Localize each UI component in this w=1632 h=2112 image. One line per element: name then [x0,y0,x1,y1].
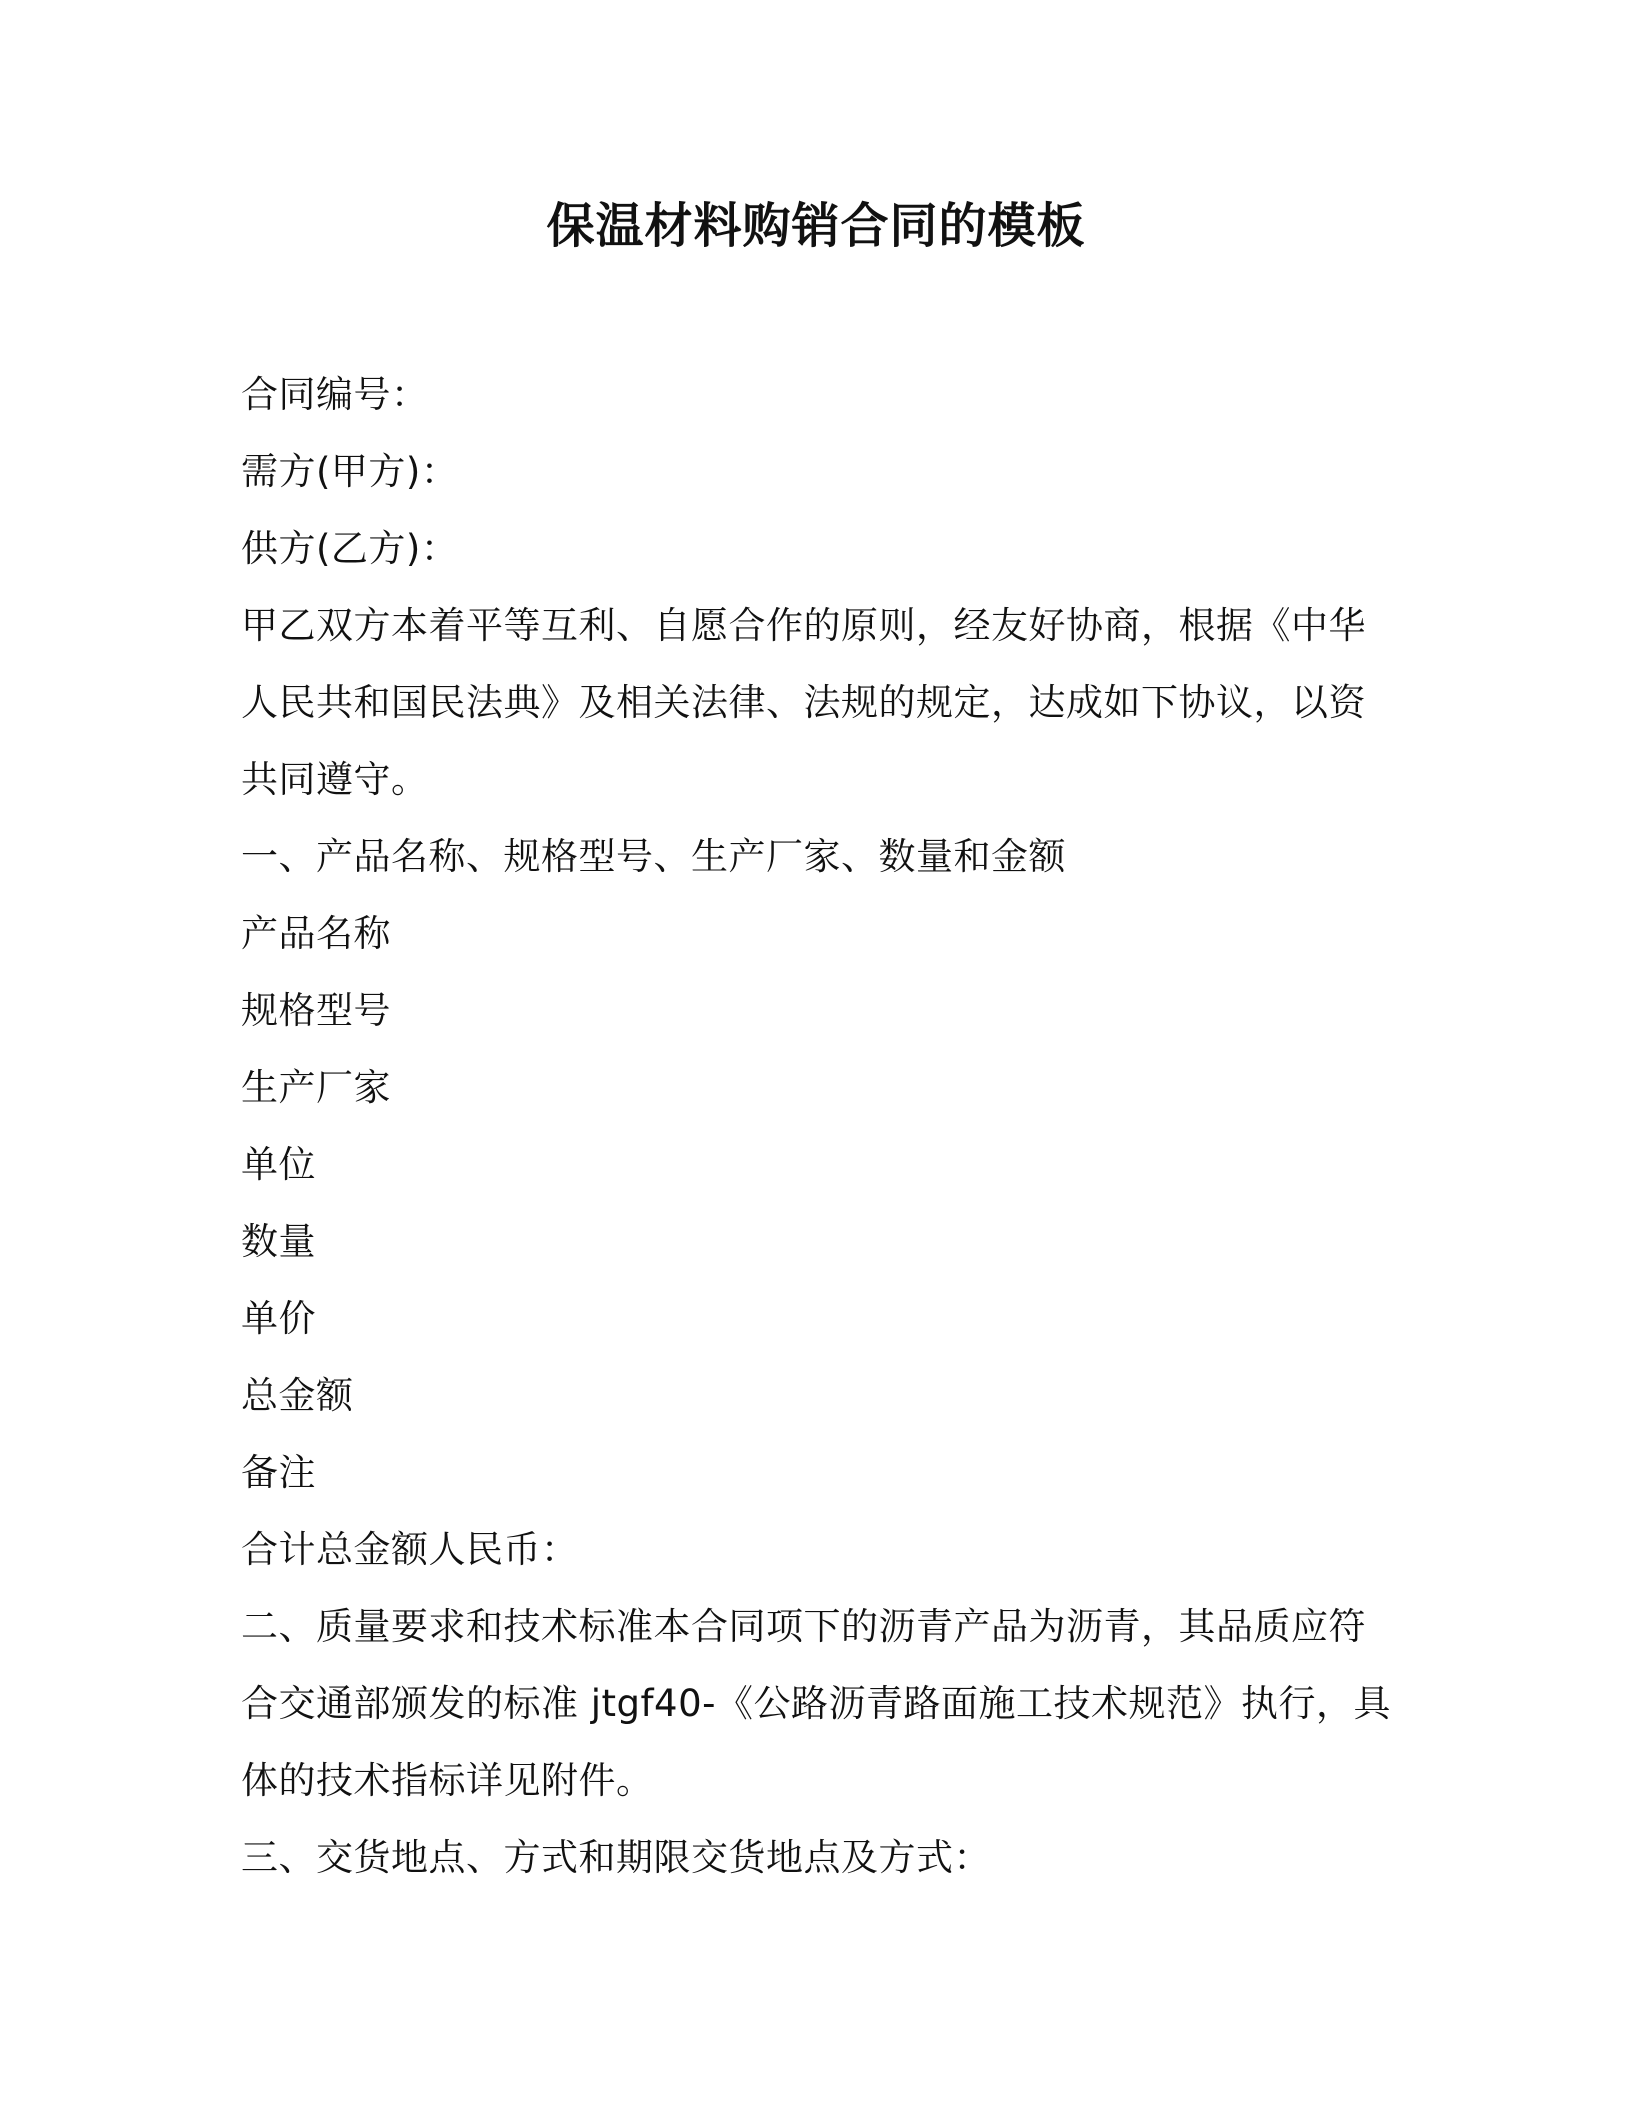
field-label: 规格型号 [241,989,391,1032]
field-label: 数量 [241,1220,316,1263]
total-amount-line: 合计总金额人民币： [241,1528,579,1571]
section-heading: 一、产品名称、规格型号、生产厂家、数量和金额 [241,835,1066,878]
preamble-line: 甲乙双方本着平等互利、自愿合作的原则，经友好协商，根据《中华 [241,604,1366,647]
field-label: 生产厂家 [241,1066,391,1109]
section-paragraph-line: 二、质量要求和技术标准本合同项下的沥青产品为沥青，其品质应符 [241,1605,1366,1648]
preamble-line: 共同遵守。 [241,758,429,801]
field-label: 单价 [241,1297,316,1340]
field-label: 总金额 [241,1374,354,1417]
field-label: 产品名称 [241,912,391,955]
section-paragraph-line: 合交通部颁发的标准 jtgf40-《公路沥青路面施工技术规范》执行，具 [241,1682,1391,1725]
document-title: 保温材料购销合同的模板 [546,198,1086,254]
section-paragraph-line: 体的技术指标详见附件。 [241,1759,654,1802]
document-body [241,356,1391,1896]
buyer-party-line: 需方(甲方)： [241,450,459,493]
seller-party-line: 供方(乙方)： [241,527,459,570]
field-label: 单位 [241,1143,316,1186]
preamble-line: 人民共和国民法典》及相关法律、法规的规定，达成如下协议，以资 [241,681,1366,724]
contract-number-line: 合同编号： [241,373,429,416]
field-label: 备注 [241,1451,316,1494]
section-heading: 三、交货地点、方式和期限交货地点及方式： [241,1836,991,1879]
